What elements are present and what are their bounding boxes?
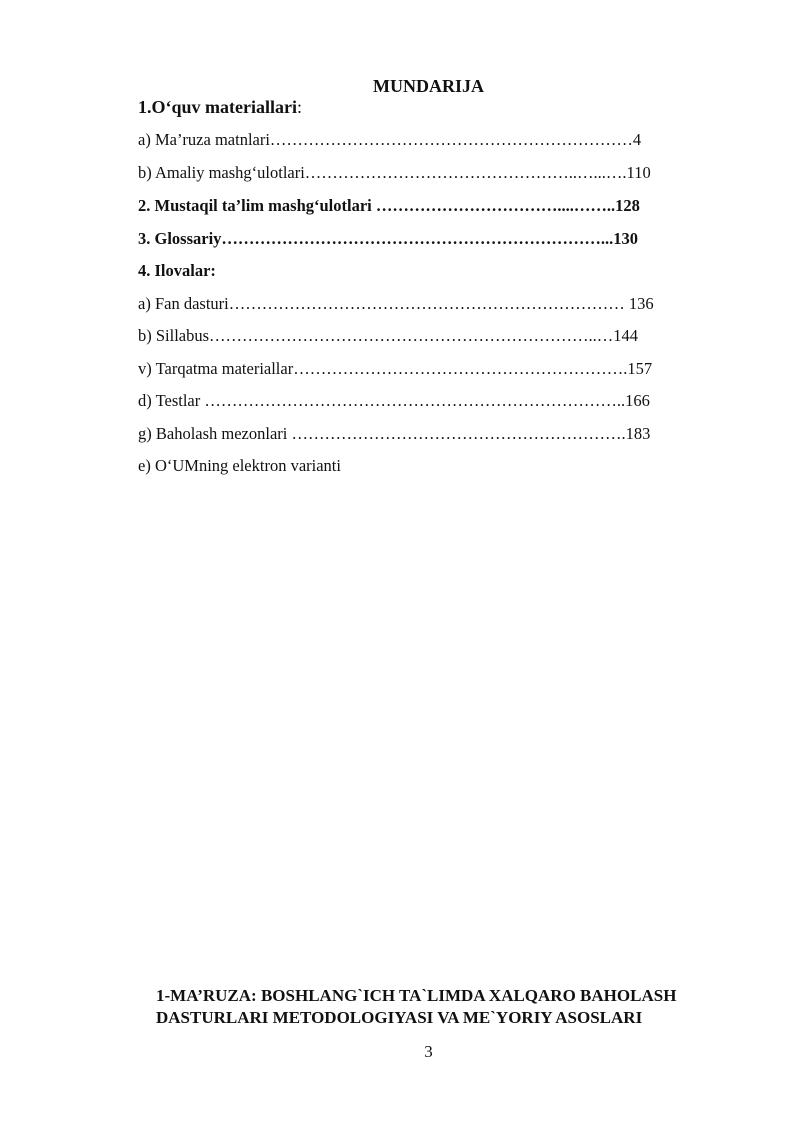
toc-item-oum-elektron-varianti: e) O‘UMning elektron varianti (138, 456, 341, 475)
chapter-title (156, 985, 766, 1029)
toc-section-1-heading-colon: : (296, 97, 302, 117)
toc-item-fan-dasturi: a) Fan dasturi……………………………………………………………… 136 (138, 294, 654, 313)
toc-section-4-heading: 4. Ilovalar: (138, 261, 216, 280)
toc-section-3: 3. Glossariy……………………………………………………………...130 (138, 229, 639, 248)
toc-section-1-heading (138, 97, 302, 118)
chapter-title-line-1: 1-MA’RUZA: BOSHLANG`ICH TA`LIMDA XALQARO BAHOLASH (156, 986, 677, 1005)
toc-item-baholash-mezonlari: g) Baholash mezonlari …………………………………………………….183 (138, 424, 651, 443)
toc-item-maruza-matnlari: a) Ma’ruza matnlari…………………………………………………………4 (138, 130, 642, 149)
toc-item-amaliy-mashgulotlari: b) Amaliy mashg‘ulotlari…………………………………………..…...….110 (138, 163, 651, 182)
toc-item-sillabus: b) Sillabus……………………………………………………………..…144 (138, 326, 639, 345)
toc-section-2: 2. Mustaqil ta’lim mashg‘ulotlari ……………………………....……..128 (138, 196, 640, 215)
toc-title: MUNDARIJA (373, 76, 484, 96)
toc-item-testlar: d) Testlar …………………………………………………………………..166 (138, 391, 650, 410)
toc-item-tarqatma-materiallar: v) Tarqatma materiallar…………………………………………………….157 (138, 359, 653, 378)
chapter-title-line-2: DASTURLARI METODOLOGIYASI VA ME`YORIY ASOSLARI (156, 1008, 643, 1027)
toc-section-1-heading-text: 1.O‘quv materiallari (138, 97, 297, 117)
page-number: 3 (424, 1042, 433, 1061)
